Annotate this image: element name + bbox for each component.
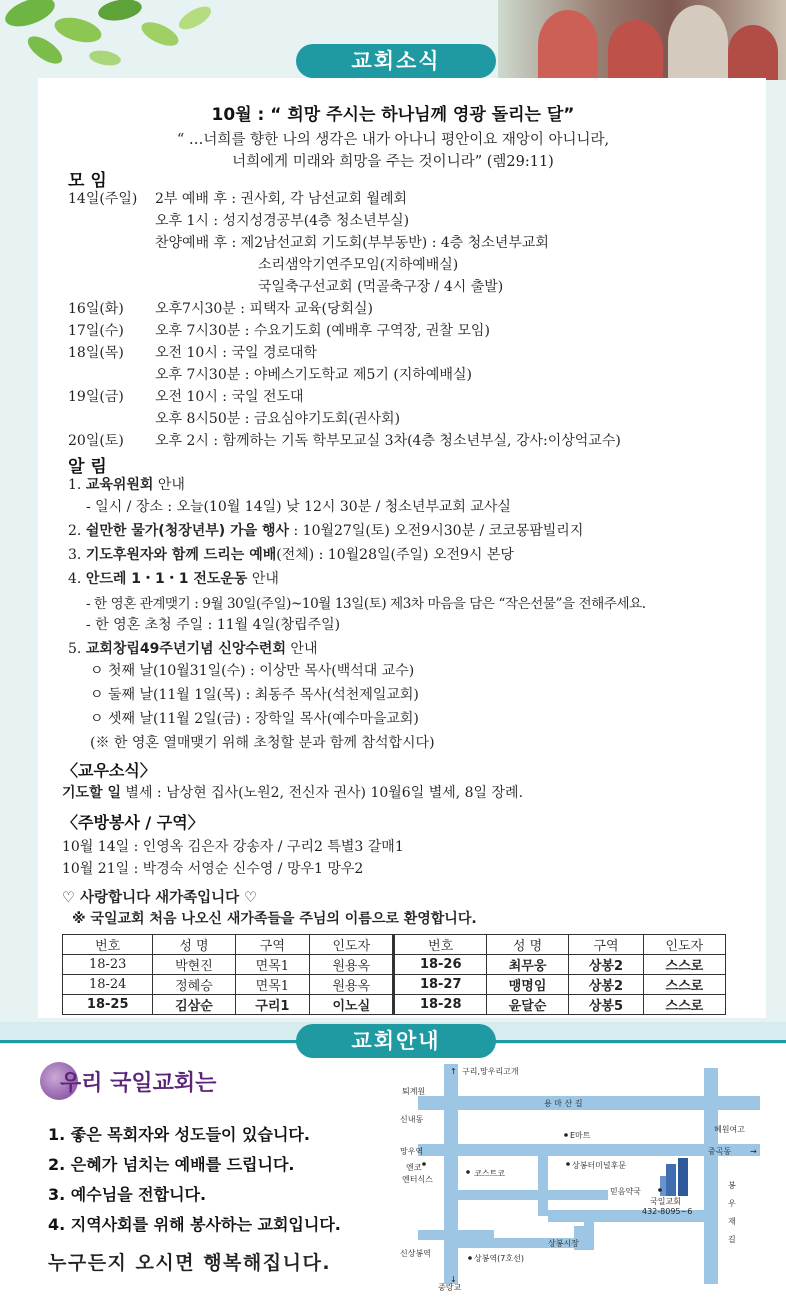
leaves-decoration (0, 0, 230, 80)
choir-photo (498, 0, 786, 80)
notice-sub: - 일시 / 장소 : 오늘(10월 14일) 낮 12시 30분 / 청소년부교회 교사실 (86, 499, 511, 515)
notice-3 (68, 544, 514, 564)
map-label: 상봉터미널후문 (572, 1161, 627, 1170)
table-cell: 맹명임 (486, 975, 568, 995)
meeting-day: 17일(수) (68, 323, 124, 339)
table-cell: 구리1 (235, 995, 310, 1015)
meeting-text: 찬양예배 후 : 제2남선교회 기도회(부부동반) : 4층 청소년부교회 (155, 235, 549, 251)
table-cell: 18-28 (394, 995, 487, 1015)
location-map (398, 1060, 760, 1292)
kitchen-line: 10월 14일 : 인영옥 김은자 강송자 / 구리2 특별3 갈매1 (62, 839, 404, 855)
table-header: 성 명 (486, 935, 568, 955)
month-theme-title: 10월 : “ 희망 주시는 하나님께 영광 돌리는 달” (211, 105, 575, 125)
table-cell: 스스로 (643, 955, 725, 975)
map-label: 우 (728, 1199, 736, 1208)
members-news-line (62, 782, 523, 802)
map-label: 상봉역(7호선) (474, 1254, 524, 1263)
map-label: 상봉시장 (548, 1239, 579, 1248)
meeting-text: 오전 10시 : 국일 경로대학 (155, 345, 318, 361)
notice-sub: ㅇ 셋째 날(11월 2일(금) : 장학일 목사(예수마을교회) (90, 711, 419, 727)
table-header-row (63, 935, 726, 955)
map-label: 432-8095~6 (642, 1207, 693, 1216)
notice-bold: 교육위원회 (85, 477, 154, 493)
table-cell: 스스로 (643, 995, 725, 1015)
map-label: 봉 (728, 1181, 736, 1190)
map-label: 국일교회 (650, 1197, 681, 1206)
map-label: 중곡동 (708, 1147, 732, 1156)
notice-rest: 안내 (247, 571, 279, 587)
table-cell: 김삼순 (153, 995, 235, 1015)
church-title: 우리 국일교회는 (60, 1071, 217, 1096)
map-label: 중랑교 (438, 1283, 462, 1292)
prayer-label: 기도할 일 (62, 785, 121, 801)
notice-number: 2. (68, 523, 82, 539)
new-family-subtitle: ※ 국일교회 처음 나오신 새가족들을 주님의 이름으로 환영합니다. (72, 911, 477, 927)
notice-rest: : 10월27일(토) 오전9시30분 / 코코몽팜빌리지 (289, 523, 584, 539)
meeting-day: 18일(목) (68, 345, 124, 361)
table-cell: 스스로 (643, 975, 725, 995)
kitchen-line: 10월 21일 : 박경숙 서영순 신수영 / 망우1 망우2 (62, 861, 364, 877)
meeting-text: 오후 7시30분 : 야베스기도학교 제5기 (지하예배실) (155, 367, 472, 383)
meetings-heading: 모 임 (68, 171, 107, 191)
prayer-text: 별세 : 남상현 집사(노원2, 전신자 권사) 10월6일 별세, 8일 장례. (120, 785, 524, 801)
table-cell: 윤달순 (486, 995, 568, 1015)
table-header: 성 명 (153, 935, 235, 955)
notice-1 (68, 474, 185, 494)
table-row (63, 975, 726, 995)
map-arrow-icon: ↑ (450, 1067, 457, 1076)
church-building-icon (660, 1158, 688, 1196)
table-cell: 18-26 (394, 955, 487, 975)
notice-bold: 기도후원자와 함께 드리는 예배 (85, 547, 277, 563)
meeting-text: 국일축구선교회 (먹골축구장 / 4시 출발) (258, 279, 504, 295)
meeting-day: 19일(금) (68, 389, 124, 405)
notice-5 (68, 638, 317, 658)
map-label: 용 마 산 길 (544, 1099, 583, 1108)
church-point: 4. 지역사회를 위해 봉사하는 교회입니다. (48, 1215, 341, 1234)
meeting-text: 소리샘악기연주모임(지하예배실) (258, 257, 459, 273)
verse-line-2: 너희에게 미래와 희망을 주는 것이니라” (렘29:11) (232, 154, 554, 170)
notice-number: 5. (68, 641, 82, 657)
table-cell: 박현진 (153, 955, 235, 975)
table-cell: 면목1 (235, 955, 310, 975)
notice-sub: (※ 한 영혼 열매맺기 위해 초청할 분과 함께 참석합시다) (90, 735, 435, 751)
church-point: 3. 예수님을 전합니다. (48, 1185, 207, 1204)
notices-heading: 알 림 (68, 457, 107, 477)
table-cell: 최무웅 (486, 955, 568, 975)
new-family-table (62, 934, 726, 1015)
new-family-heading: ♡ 사랑합니다 새가족입니다 ♡ (62, 890, 258, 906)
table-row (63, 955, 726, 975)
meeting-text: 오후 7시30분 : 수요기도회 (예배후 구역장, 권찰 모임) (155, 323, 490, 339)
map-label: 재 (728, 1217, 736, 1226)
table-cell: 상봉5 (569, 995, 644, 1015)
notice-number: 4. (68, 571, 82, 587)
notice-bold: 교회창립49주년기념 신앙수련회 (85, 641, 286, 657)
table-row (63, 995, 726, 1015)
notice-sub: ㅇ 첫째 날(10월31일(수) : 이상만 목사(백석대 교수) (90, 663, 415, 679)
meeting-text: 오전 10시 : 국일 전도대 (155, 389, 304, 405)
table-cell: 원용옥 (310, 975, 394, 995)
meeting-text: 오후7시30분 : 피택자 교육(당회실) (155, 301, 374, 317)
table-header: 구역 (235, 935, 310, 955)
map-label: 길 (728, 1235, 736, 1244)
guide-heading: 교회안내 (296, 1024, 496, 1058)
church-point: 2. 은혜가 넘치는 예배를 드립니다. (48, 1155, 295, 1174)
table-cell: 원용옥 (310, 955, 394, 975)
meeting-text: 오후 8시50분 : 금요심야기도회(권사회) (155, 411, 401, 427)
notice-rest: 안내 (285, 641, 318, 657)
table-header: 번호 (394, 935, 487, 955)
map-label: 구리,망우리고개 (462, 1067, 519, 1076)
map-arrow-icon: → (750, 1147, 757, 1156)
notice-rest: (전체) : 10월28일(주일) 오전9시 본당 (276, 547, 514, 563)
table-header: 구역 (569, 935, 644, 955)
map-label: 엔코 (406, 1163, 422, 1172)
kitchen-heading: 〈주방봉사 / 구역〉 (62, 813, 204, 832)
map-label: 망우역 (400, 1147, 424, 1156)
notice-rest: 안내 (153, 477, 185, 493)
meeting-day: 16일(화) (68, 301, 124, 317)
notice-sub: - 한 영혼 초청 주일 : 11월 4일(창립주일) (86, 617, 341, 633)
notice-bold: 쉴만한 물가(청장년부) 가을 행사 (85, 523, 290, 539)
news-heading: 교회소식 (296, 44, 496, 78)
meeting-day: 14일(주일) (68, 191, 138, 207)
map-label: 퇴계원 (402, 1087, 426, 1096)
notice-number: 1. (68, 477, 82, 493)
map-arrow-icon: ↓ (450, 1275, 457, 1284)
church-point: 1. 좋은 목회자와 성도들이 있습니다. (48, 1125, 310, 1144)
meeting-text: 2부 예배 후 : 권사회, 각 남선교회 월례회 (155, 191, 408, 207)
notice-2 (68, 520, 583, 540)
table-cell: 18-24 (63, 975, 153, 995)
table-cell: 상봉2 (569, 975, 644, 995)
table-cell: 18-25 (63, 995, 153, 1015)
table-cell: 정혜승 (153, 975, 235, 995)
map-label: E마트 (570, 1131, 591, 1140)
table-cell: 18-27 (394, 975, 487, 995)
map-label: 신상봉역 (400, 1249, 431, 1258)
table-header: 인도자 (310, 935, 394, 955)
map-roads (418, 1064, 760, 1284)
notice-sub: - 한 영혼 관계맺기 : 9월 30일(주일)~10월 13일(토) 제3차 마음을 담은 “작은선물”을 전해주세요. (86, 596, 646, 612)
table-cell: 면목1 (235, 975, 310, 995)
notice-4 (68, 568, 279, 588)
table-header: 인도자 (643, 935, 725, 955)
table-cell: 상봉2 (569, 955, 644, 975)
map-label: 혜원여고 (714, 1125, 745, 1134)
table-cell: 이노실 (310, 995, 394, 1015)
map-label: 코스트코 (474, 1169, 505, 1178)
welcome-message: 누구든지 오시면 행복해집니다. (48, 1252, 332, 1274)
members-news-heading: 〈교우소식〉 (62, 761, 156, 780)
meeting-text: 오후 2시 : 함께하는 기독 학부모교실 3차(4층 청소년부실, 강사:이상억교수) (155, 433, 621, 449)
map-label: 신내동 (400, 1115, 424, 1124)
notice-number: 3. (68, 547, 82, 563)
notice-sub: ㅇ 둘째 날(11월 1일(목) : 최동주 목사(석천제일교회) (90, 687, 419, 703)
meeting-text: 오후 1시 : 성지성경공부(4층 청소년부실) (155, 213, 410, 229)
table-cell: 18-23 (63, 955, 153, 975)
meeting-day: 20일(토) (68, 433, 124, 449)
map-label: 엔터식스 (402, 1175, 433, 1184)
map-label: 믿음약국 (610, 1187, 641, 1196)
table-header: 번호 (63, 935, 153, 955)
verse-line-1: “ …너희를 향한 나의 생각은 내가 아나니 평안이요 재앙이 아니니라, (176, 132, 610, 148)
notice-bold: 안드레 1・1・1 전도운동 (85, 571, 248, 587)
